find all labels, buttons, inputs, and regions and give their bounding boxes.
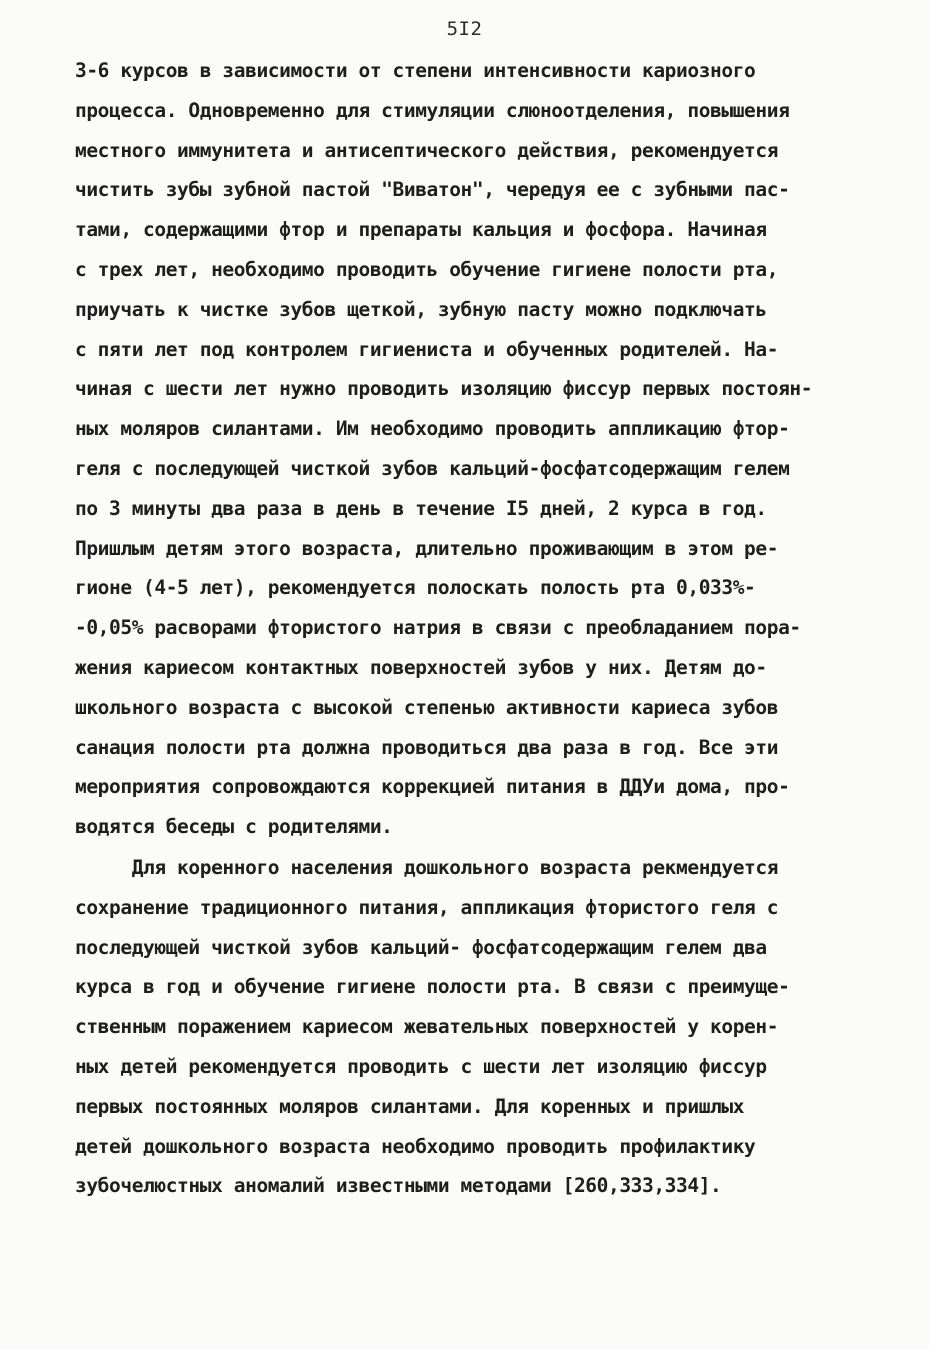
text-line: геля с последующей чисткой зубов кальций-фосфатсодержащим гелем (75, 456, 790, 480)
text-line: сохранение традиционного питания, аппликация фтористого геля с (75, 895, 779, 919)
text-line: Пришлым детям этого возраста, длительно проживающим в этом ре- (75, 536, 779, 560)
text-line: процесса. Одновременно для стимуляции слюноотделения, повышения (75, 98, 790, 122)
text-line: с пяти лет под контролем гигиениста и обученных родителей. На- (75, 337, 779, 361)
text-line: санация полости рта должна проводиться два раза в год. Все эти (75, 735, 779, 759)
text-line: водятся беседы с родителями. (75, 815, 393, 839)
text-line: ственным поражением кариесом жевательных поверхностей у корен- (75, 1015, 779, 1039)
text-line: 3-6 курсов в зависимости от степени интенсивности кариозного (75, 59, 756, 82)
text-line: -0,05% расворами фтористого натрия в связи с преобладанием пора- (75, 616, 801, 640)
text-line: школьного возраста с высокой степенью активности кариеса зубов (75, 695, 779, 719)
text-line: жения кариесом контактных поверхностей зубов у них. Детям до- (75, 655, 767, 679)
text-line: чистить зубы зубной пастой "Виватон", чередуя ее с зубными пас- (75, 178, 790, 202)
text-line: детей дошкольного возраста необходимо проводить профилактику (75, 1134, 756, 1158)
text-line: зубочелюстных аномалий известными методами [260,333,334]. (75, 1174, 722, 1198)
text-line: мероприятия сопровождаются коррекцией питания в ДДУи дома, про- (75, 775, 790, 799)
paragraph-1 (75, 51, 875, 847)
text-line: приучать к чистке зубов щеткой, зубную пасту можно подключать (75, 297, 767, 321)
paragraph-2 (75, 848, 875, 1206)
text-line: гионе (4-5 лет), рекомендуется полоскать полость рта 0,033%- (75, 576, 756, 600)
text-line: первых постоянных моляров силантами. Для коренных и пришлых (75, 1094, 745, 1118)
text-line: курса в год и обучение гигиене полости рта. В связи с преимуще- (75, 975, 790, 999)
text-line: ных моляров силантами. Им необходимо проводить аппликацию фтор- (75, 417, 790, 441)
page-number: 5I2 (446, 18, 483, 40)
text-line: последующей чисткой зубов кальций- фосфатсодержащим гелем два (75, 935, 767, 959)
text-line: чиная с шести лет нужно проводить изоляцию фиссур первых постоян- (75, 377, 813, 401)
text-line: Для коренного населения дошкольного возраста рекмендуется (75, 856, 779, 879)
text-line: по 3 минуты два раза в день в течение I5 дней, 2 курса в год. (75, 496, 767, 520)
text-line: ных детей рекомендуется проводить с шести лет изоляцию фиссур (75, 1054, 767, 1078)
text-line: местного иммунитета и антисептического действия, рекомендуется (75, 138, 779, 162)
text-line: с трех лет, необходимо проводить обучение гигиене полости рта, (75, 257, 779, 281)
text-line: тами, содержащими фтор и препараты кальция и фосфора. Начиная (75, 218, 767, 242)
